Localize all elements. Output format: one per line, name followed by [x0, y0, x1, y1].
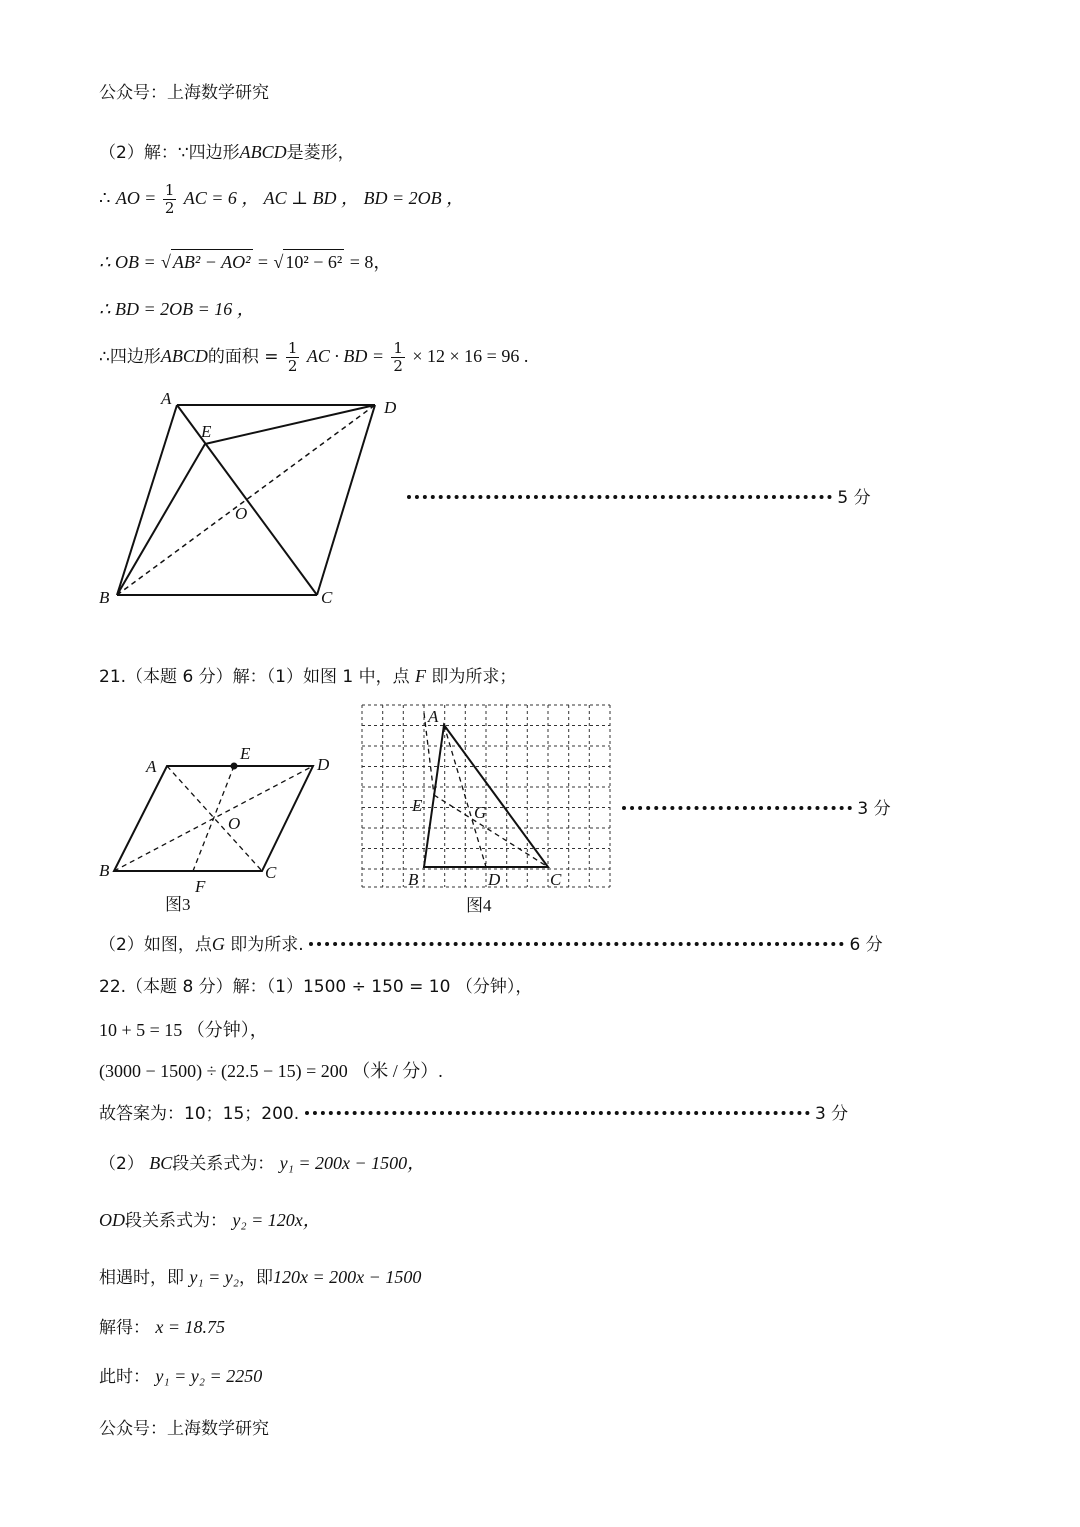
segment-ec	[434, 795, 548, 867]
label-b: B	[408, 870, 419, 889]
segment-eb	[117, 444, 205, 595]
label-a: A	[428, 707, 439, 726]
side-ab	[117, 405, 177, 595]
side-dc	[317, 405, 375, 595]
label-d: D	[384, 398, 397, 417]
q22-line2: (3000 − 1500) ÷ (22.5 − 15) = 200 （米 / 分）.	[99, 1061, 443, 1081]
diagonal-ac	[167, 766, 262, 871]
label-f: F	[195, 877, 206, 896]
label-o: O	[228, 814, 241, 833]
fraction-half: $\frac{1}{2}$	[164, 181, 175, 217]
label-e: E	[201, 422, 212, 441]
label-a: A	[161, 389, 172, 408]
q20-line3: ∴ BD = 2OB = 16 ，	[99, 299, 255, 319]
q21-title: 21.（本题 6 分）解：（1）如图 1 中，点 F 即为所求；	[99, 666, 517, 687]
label-e: E	[412, 796, 423, 815]
q21-score1-line: 3 分	[622, 797, 891, 821]
q20-line4: ∴四边形ABCD的面积 = $\frac{1}{2}$ AC · BD = $\frac{1}{2}$ × 12 × 16 = 96 .	[99, 339, 529, 375]
label-c: C	[550, 870, 562, 889]
q20-line2: ∴ OB = √ AB² − AO² = √ 10² − 6² = 8，	[99, 249, 391, 275]
label-g: G	[474, 803, 487, 822]
label-d: D	[317, 755, 330, 774]
dotted-leader	[305, 1111, 810, 1115]
q20-line1: ∴ AO = $\frac{1}{2}$ AC = 6 ， AC ⊥ BD ， BD = 2OB ，	[99, 181, 465, 217]
q22-title: 22.（本题 8 分）解：（1）1500 ÷ 150 = 10 （分钟），	[99, 977, 533, 997]
q22-answer-line: 故答案为：10；15；200. 3 分	[99, 1104, 849, 1124]
q22-bc: （2） BC段关系式为： y₁ = 200x − 1500，	[99, 1153, 426, 1174]
page-footer: 公众号：上海数学研究	[99, 1419, 269, 1439]
dotted-leader	[309, 942, 844, 946]
label-d: D	[488, 870, 501, 889]
q20-score-line: 5 分	[407, 486, 871, 510]
dotted-leader	[407, 495, 832, 499]
rhombus-figure	[95, 385, 415, 610]
label-o: O	[235, 504, 248, 523]
label-b: B	[99, 588, 110, 607]
label-e: E	[240, 744, 251, 763]
label-b: B	[99, 861, 110, 880]
grid	[362, 705, 610, 887]
figure-3	[95, 740, 345, 920]
q22-od: OD段关系式为： y₂ = 120x，	[99, 1210, 321, 1231]
q20-intro: （2）解：∵四边形ABCD是菱形，	[99, 142, 355, 163]
q21-part2: （2）如图，点G 即为所求. 6 分	[99, 934, 883, 955]
label-c: C	[321, 588, 333, 607]
q22-line1: 10 + 5 = 15 （分钟），	[99, 1020, 268, 1040]
point-e	[231, 763, 238, 770]
label-a: A	[146, 757, 157, 776]
page-header: 公众号：上海数学研究	[99, 83, 269, 103]
q22-then: 此时： y₁ = y₂ = 2250	[99, 1366, 263, 1387]
dotted-leader	[622, 806, 852, 810]
caption-fig4: 图4	[466, 896, 492, 915]
figure-4	[360, 703, 615, 918]
q22-meet: 相遇时，即 y₁ = y₂，即120x = 200x − 1500	[99, 1267, 422, 1288]
label-c: C	[265, 863, 277, 882]
caption-fig3: 图3	[165, 895, 191, 914]
q22-solve: 解得： x = 18.75	[99, 1317, 226, 1338]
